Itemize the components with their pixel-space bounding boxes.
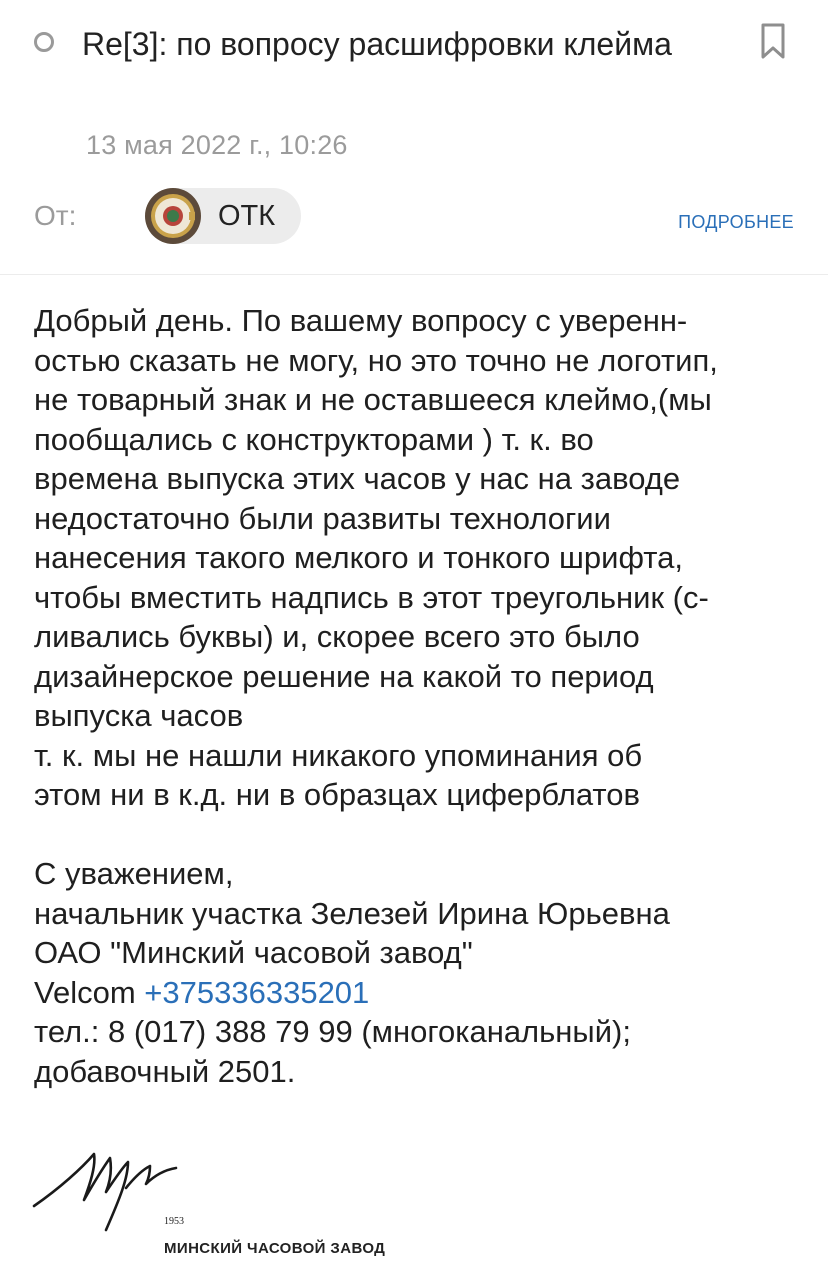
signature-tel: тел.: 8 (017) 388 79 99 (многоканальный); (34, 1014, 631, 1049)
sender-chip[interactable] (145, 188, 301, 244)
body-line: пообщались с конструкторами ) т. к. во (34, 421, 594, 457)
signature-greeting: С уважением, (34, 856, 234, 891)
body-line: недостаточно были развиты технологии (34, 500, 611, 536)
logo-year: 1953 (164, 1216, 184, 1227)
body-line: этом ни в к.д. ни в образцах циферблатов (34, 777, 640, 812)
phone-label: Velcom (34, 974, 136, 1010)
body-line: чтобы вместить надпись в этот треугольник (с- (34, 579, 709, 615)
body-line: времена выпуска этих часов у нас на заводе (34, 461, 681, 496)
body-line: нанесения такого мелкого и тонкого шрифта, (34, 540, 683, 575)
from-label: От: (34, 200, 77, 231)
body-line: ливались буквы) и, скорее всего это было (34, 619, 640, 654)
unread-status-icon[interactable] (34, 32, 54, 52)
paragraph-gap (34, 815, 809, 855)
details-link[interactable]: ПОДРОБНЕЕ (678, 212, 794, 232)
signature-company: ОАО "Минский часовой завод" (34, 935, 473, 970)
signature-position: начальник участка Зелезей Ирина Юрьевна (34, 895, 670, 931)
body-line: Добрый день. По вашему вопросу с уверенн- (34, 303, 688, 338)
sender-name: ОТК (218, 200, 276, 232)
body-line: не товарный знак и не оставшееся клеймо,(мы (34, 382, 712, 417)
body-line: т. к. мы не нашли никакого упоминания об (34, 737, 643, 773)
phone-link[interactable]: +375336335201 (144, 974, 370, 1010)
body-line: остью сказать не могу, но это точно не логотип, (34, 342, 718, 378)
bookmark-icon[interactable] (760, 22, 786, 60)
body-line: дизайнерское решение на какой то период (34, 658, 654, 694)
avatar (145, 188, 201, 244)
logo-company-name: МИНСКИЙ ЧАСОВОЙ ЗАВОД (164, 1240, 386, 1257)
email-subject: Re[3]: по вопросу расшифровки клейма (82, 26, 672, 62)
body-line: выпуска часов (34, 698, 244, 733)
signature-ext: добавочный 2501. (34, 1053, 296, 1089)
email-body (34, 301, 809, 1091)
email-date: 13 мая 2022 г., 10:26 (86, 130, 348, 160)
signature-phone (34, 973, 809, 1013)
email-header (0, 0, 828, 275)
